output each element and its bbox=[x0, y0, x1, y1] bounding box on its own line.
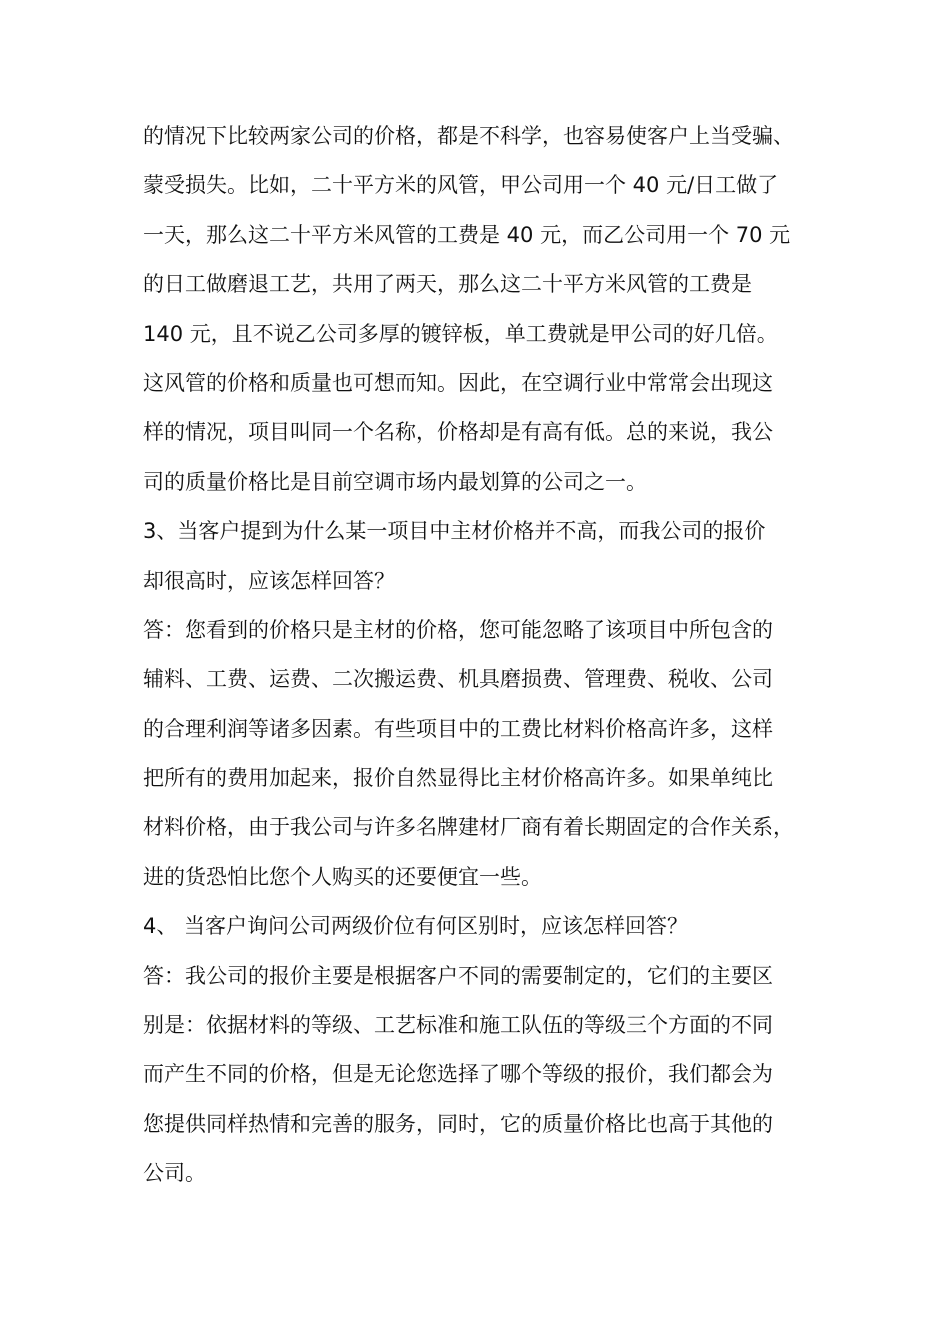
question-heading-3-cont: 却很高时，应该怎样回答？ bbox=[143, 568, 395, 593]
text-line: 把所有的费用加起来，报价自然显得比主材价格高许多。如果单纯比 bbox=[143, 766, 773, 791]
text-line: 样的情况，项目叫同一个名称，价格却是有高有低。总的来说，我公 bbox=[143, 420, 773, 445]
text-line: 的合理利润等诸多因素。有些项目中的工费比材料价格高许多，这样 bbox=[143, 716, 773, 741]
text-line: 您提供同样热情和完善的服务，同时，它的质量价格比也高于其他的 bbox=[143, 1111, 773, 1136]
text-line: 公司。 bbox=[143, 1161, 206, 1186]
question-heading-4: 4、 当客户询问公司两级价位有何区别时，应该怎样回答？ bbox=[143, 914, 689, 939]
text-line: 这风管的价格和质量也可想而知。因此，在空调行业中常常会出现这 bbox=[143, 370, 773, 395]
answer-text: 答：您看到的价格只是主材的价格，您可能忽略了该项目中所包含的 bbox=[143, 617, 773, 642]
text-line: 司的质量价格比是目前空调市场内最划算的公司之一。 bbox=[143, 469, 647, 494]
text-line: 而产生不同的价格，但是无论您选择了哪个等级的报价，我们都会为 bbox=[143, 1062, 773, 1087]
text-line: 别是：依据材料的等级、工艺标准和施工队伍的等级三个方面的不同 bbox=[143, 1013, 773, 1038]
question-heading-3: 3、当客户提到为什么某一项目中主材价格并不高，而我公司的报价 bbox=[143, 519, 766, 544]
text-line: 材料价格，由于我公司与许多名牌建材厂商有着长期固定的合作关系， bbox=[143, 815, 794, 840]
text-line: 进的货恐怕比您个人购买的还要便宜一些。 bbox=[143, 864, 542, 889]
document-body bbox=[143, 112, 823, 1199]
text-line: 蒙受损失。比如，二十平方米的风管，甲公司用一个 40 元/日工做了 bbox=[143, 173, 779, 198]
text-line: 的日工做磨退工艺，共用了两天，那么这二十平方米风管的工费是 bbox=[143, 272, 752, 297]
answer-text: 答：我公司的报价主要是根据客户不同的需要制定的，它们的主要区 bbox=[143, 963, 773, 988]
text-line: 一天，那么这二十平方米风管的工费是 40 元，而乙公司用一个 70 元 bbox=[143, 222, 791, 247]
text-line: 140 元，且不说乙公司多厚的镀锌板，单工费就是甲公司的好几倍。 bbox=[143, 321, 778, 346]
text-line: 辅料、工费、运费、二次搬运费、机具磨损费、管理费、税收、公司 bbox=[143, 667, 773, 692]
text-line: 的情况下比较两家公司的价格，都是不科学，也容易使客户上当受骗、 bbox=[143, 124, 794, 148]
